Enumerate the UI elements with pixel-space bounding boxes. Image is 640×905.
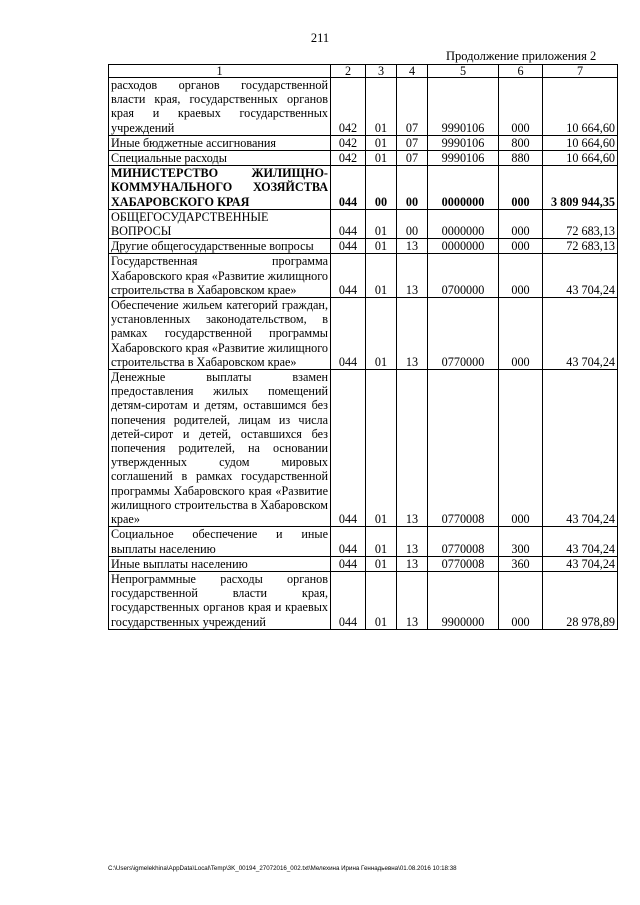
row-section-cell: 01	[366, 527, 397, 556]
row-subsection-cell: 13	[397, 239, 428, 254]
file-path-footer: C:\Users\igmelekhina\AppData\Local\Temp\3K_00194_27072016_002.txt\Мелехина Ирина Геннадьевна\01.08.2016 10:18:38	[108, 865, 457, 872]
row-amount-cell: 43 704,24	[543, 527, 618, 556]
row-type-cell: 000	[499, 209, 543, 238]
row-section-cell: 01	[366, 239, 397, 254]
row-name-cell: Непрограммные расходы органов государственной власти края, государственных органов края и краевых государственных учреждений	[109, 571, 331, 629]
row-section-cell: 01	[366, 298, 397, 370]
row-type-cell: 000	[499, 254, 543, 298]
row-type-cell: 000	[499, 571, 543, 629]
row-name-cell: Обеспечение жильем категорий граждан, установленных законодательством, в рамках государственной программы Хабаровского края «Развитие жилищного строительства в Хабаровском крае»	[109, 298, 331, 370]
row-subsection-cell: 07	[397, 151, 428, 166]
row-type-cell: 000	[499, 370, 543, 527]
row-section-cell: 01	[366, 135, 397, 150]
row-code-cell: 042	[331, 135, 366, 150]
table-row	[109, 209, 618, 238]
row-subsection-cell: 07	[397, 78, 428, 136]
row-section-cell: 01	[366, 78, 397, 136]
row-target-cell: 0770008	[428, 527, 499, 556]
row-code-cell: 044	[331, 571, 366, 629]
row-target-cell: 0770000	[428, 298, 499, 370]
table-row	[109, 151, 618, 166]
row-target-cell: 0000000	[428, 209, 499, 238]
table-row	[109, 135, 618, 150]
column-header: 1	[109, 65, 331, 78]
row-amount-cell: 28 978,89	[543, 571, 618, 629]
row-amount-cell: 10 664,60	[543, 135, 618, 150]
continuation-label: Продолжение приложения 2	[446, 49, 597, 63]
row-code-cell: 042	[331, 151, 366, 166]
row-type-cell: 300	[499, 527, 543, 556]
row-subsection-cell: 13	[397, 556, 428, 571]
row-amount-cell: 10 664,60	[543, 78, 618, 136]
row-code-cell: 044	[331, 166, 366, 210]
table-row	[109, 166, 618, 210]
table-row	[109, 370, 618, 527]
row-name-cell: Социальное обеспечение и иные выплаты населению	[109, 527, 331, 556]
row-section-cell: 00	[366, 166, 397, 210]
header-row	[109, 65, 618, 78]
row-target-cell: 0700000	[428, 254, 499, 298]
row-target-cell: 0000000	[428, 239, 499, 254]
row-section-cell: 01	[366, 151, 397, 166]
column-header: 2	[331, 65, 366, 78]
column-header: 6	[499, 65, 543, 78]
row-amount-cell: 43 704,24	[543, 298, 618, 370]
row-section-cell: 01	[366, 254, 397, 298]
row-subsection-cell: 13	[397, 527, 428, 556]
row-name-cell: Денежные выплаты взамен предоставления жилых помещений детям-сиротам и детям, оставшимся без попечения родителей, лицам из числа детей-сирот и детей, оставшихся без попечения родителей, на основании утвержденных судом мировых соглашений в рамках государственной программы Хабаровского края «Развитие жилищного строительства в Хабаровском крае»	[109, 370, 331, 527]
row-amount-cell: 43 704,24	[543, 370, 618, 527]
row-target-cell: 9990106	[428, 78, 499, 136]
table-row	[109, 254, 618, 298]
row-type-cell: 000	[499, 239, 543, 254]
column-header: 5	[428, 65, 499, 78]
row-code-cell: 044	[331, 254, 366, 298]
table-row	[109, 239, 618, 254]
row-type-cell: 880	[499, 151, 543, 166]
row-type-cell: 000	[499, 166, 543, 210]
row-subsection-cell: 00	[397, 166, 428, 210]
row-subsection-cell: 13	[397, 571, 428, 629]
row-type-cell: 000	[499, 298, 543, 370]
column-header: 7	[543, 65, 618, 78]
row-amount-cell: 43 704,24	[543, 254, 618, 298]
row-amount-cell: 72 683,13	[543, 239, 618, 254]
row-name-cell: Государственная программа Хабаровского края «Развитие жилищного строительства в Хабаровском крае»	[109, 254, 331, 298]
row-name-cell: Иные бюджетные ассигнования	[109, 135, 331, 150]
row-name-cell: ОБЩЕГОСУДАРСТВЕННЫЕ ВОПРОСЫ	[109, 209, 331, 238]
row-amount-cell: 10 664,60	[543, 151, 618, 166]
row-amount-cell: 72 683,13	[543, 209, 618, 238]
row-name-cell: Специальные расходы	[109, 151, 331, 166]
row-name-cell: Другие общегосударственные вопросы	[109, 239, 331, 254]
row-amount-cell: 3 809 944,35	[543, 166, 618, 210]
row-code-cell: 044	[331, 370, 366, 527]
row-target-cell: 9900000	[428, 571, 499, 629]
row-target-cell: 0770008	[428, 370, 499, 527]
row-subsection-cell: 00	[397, 209, 428, 238]
row-code-cell: 044	[331, 239, 366, 254]
row-target-cell: 0770008	[428, 556, 499, 571]
row-type-cell: 000	[499, 78, 543, 136]
row-code-cell: 044	[331, 527, 366, 556]
table-row	[109, 556, 618, 571]
row-subsection-cell: 13	[397, 298, 428, 370]
row-code-cell: 042	[331, 78, 366, 136]
column-header: 4	[397, 65, 428, 78]
table-row	[109, 78, 618, 136]
column-header: 3	[366, 65, 397, 78]
row-code-cell: 044	[331, 209, 366, 238]
row-target-cell: 9990106	[428, 135, 499, 150]
table-row	[109, 571, 618, 629]
row-target-cell: 9990106	[428, 151, 499, 166]
page-number: 211	[310, 31, 330, 45]
row-amount-cell: 43 704,24	[543, 556, 618, 571]
row-subsection-cell: 13	[397, 370, 428, 527]
row-name-cell: МИНИСТЕРСТВО ЖИЛИЩНО-КОММУНАЛЬНОГО ХОЗЯЙСТВА ХАБАРОВСКОГО КРАЯ	[109, 166, 331, 210]
row-section-cell: 01	[366, 571, 397, 629]
row-target-cell: 0000000	[428, 166, 499, 210]
row-type-cell: 800	[499, 135, 543, 150]
row-type-cell: 360	[499, 556, 543, 571]
row-code-cell: 044	[331, 556, 366, 571]
budget-table	[108, 64, 618, 630]
row-code-cell: 044	[331, 298, 366, 370]
row-section-cell: 01	[366, 370, 397, 527]
table-row	[109, 298, 618, 370]
row-name-cell: Иные выплаты населению	[109, 556, 331, 571]
row-subsection-cell: 07	[397, 135, 428, 150]
row-name-cell: расходов органов государственной власти края, государственных органов края и краевых государственных учреждений	[109, 78, 331, 136]
row-section-cell: 01	[366, 556, 397, 571]
row-section-cell: 01	[366, 209, 397, 238]
row-subsection-cell: 13	[397, 254, 428, 298]
table-row	[109, 527, 618, 556]
